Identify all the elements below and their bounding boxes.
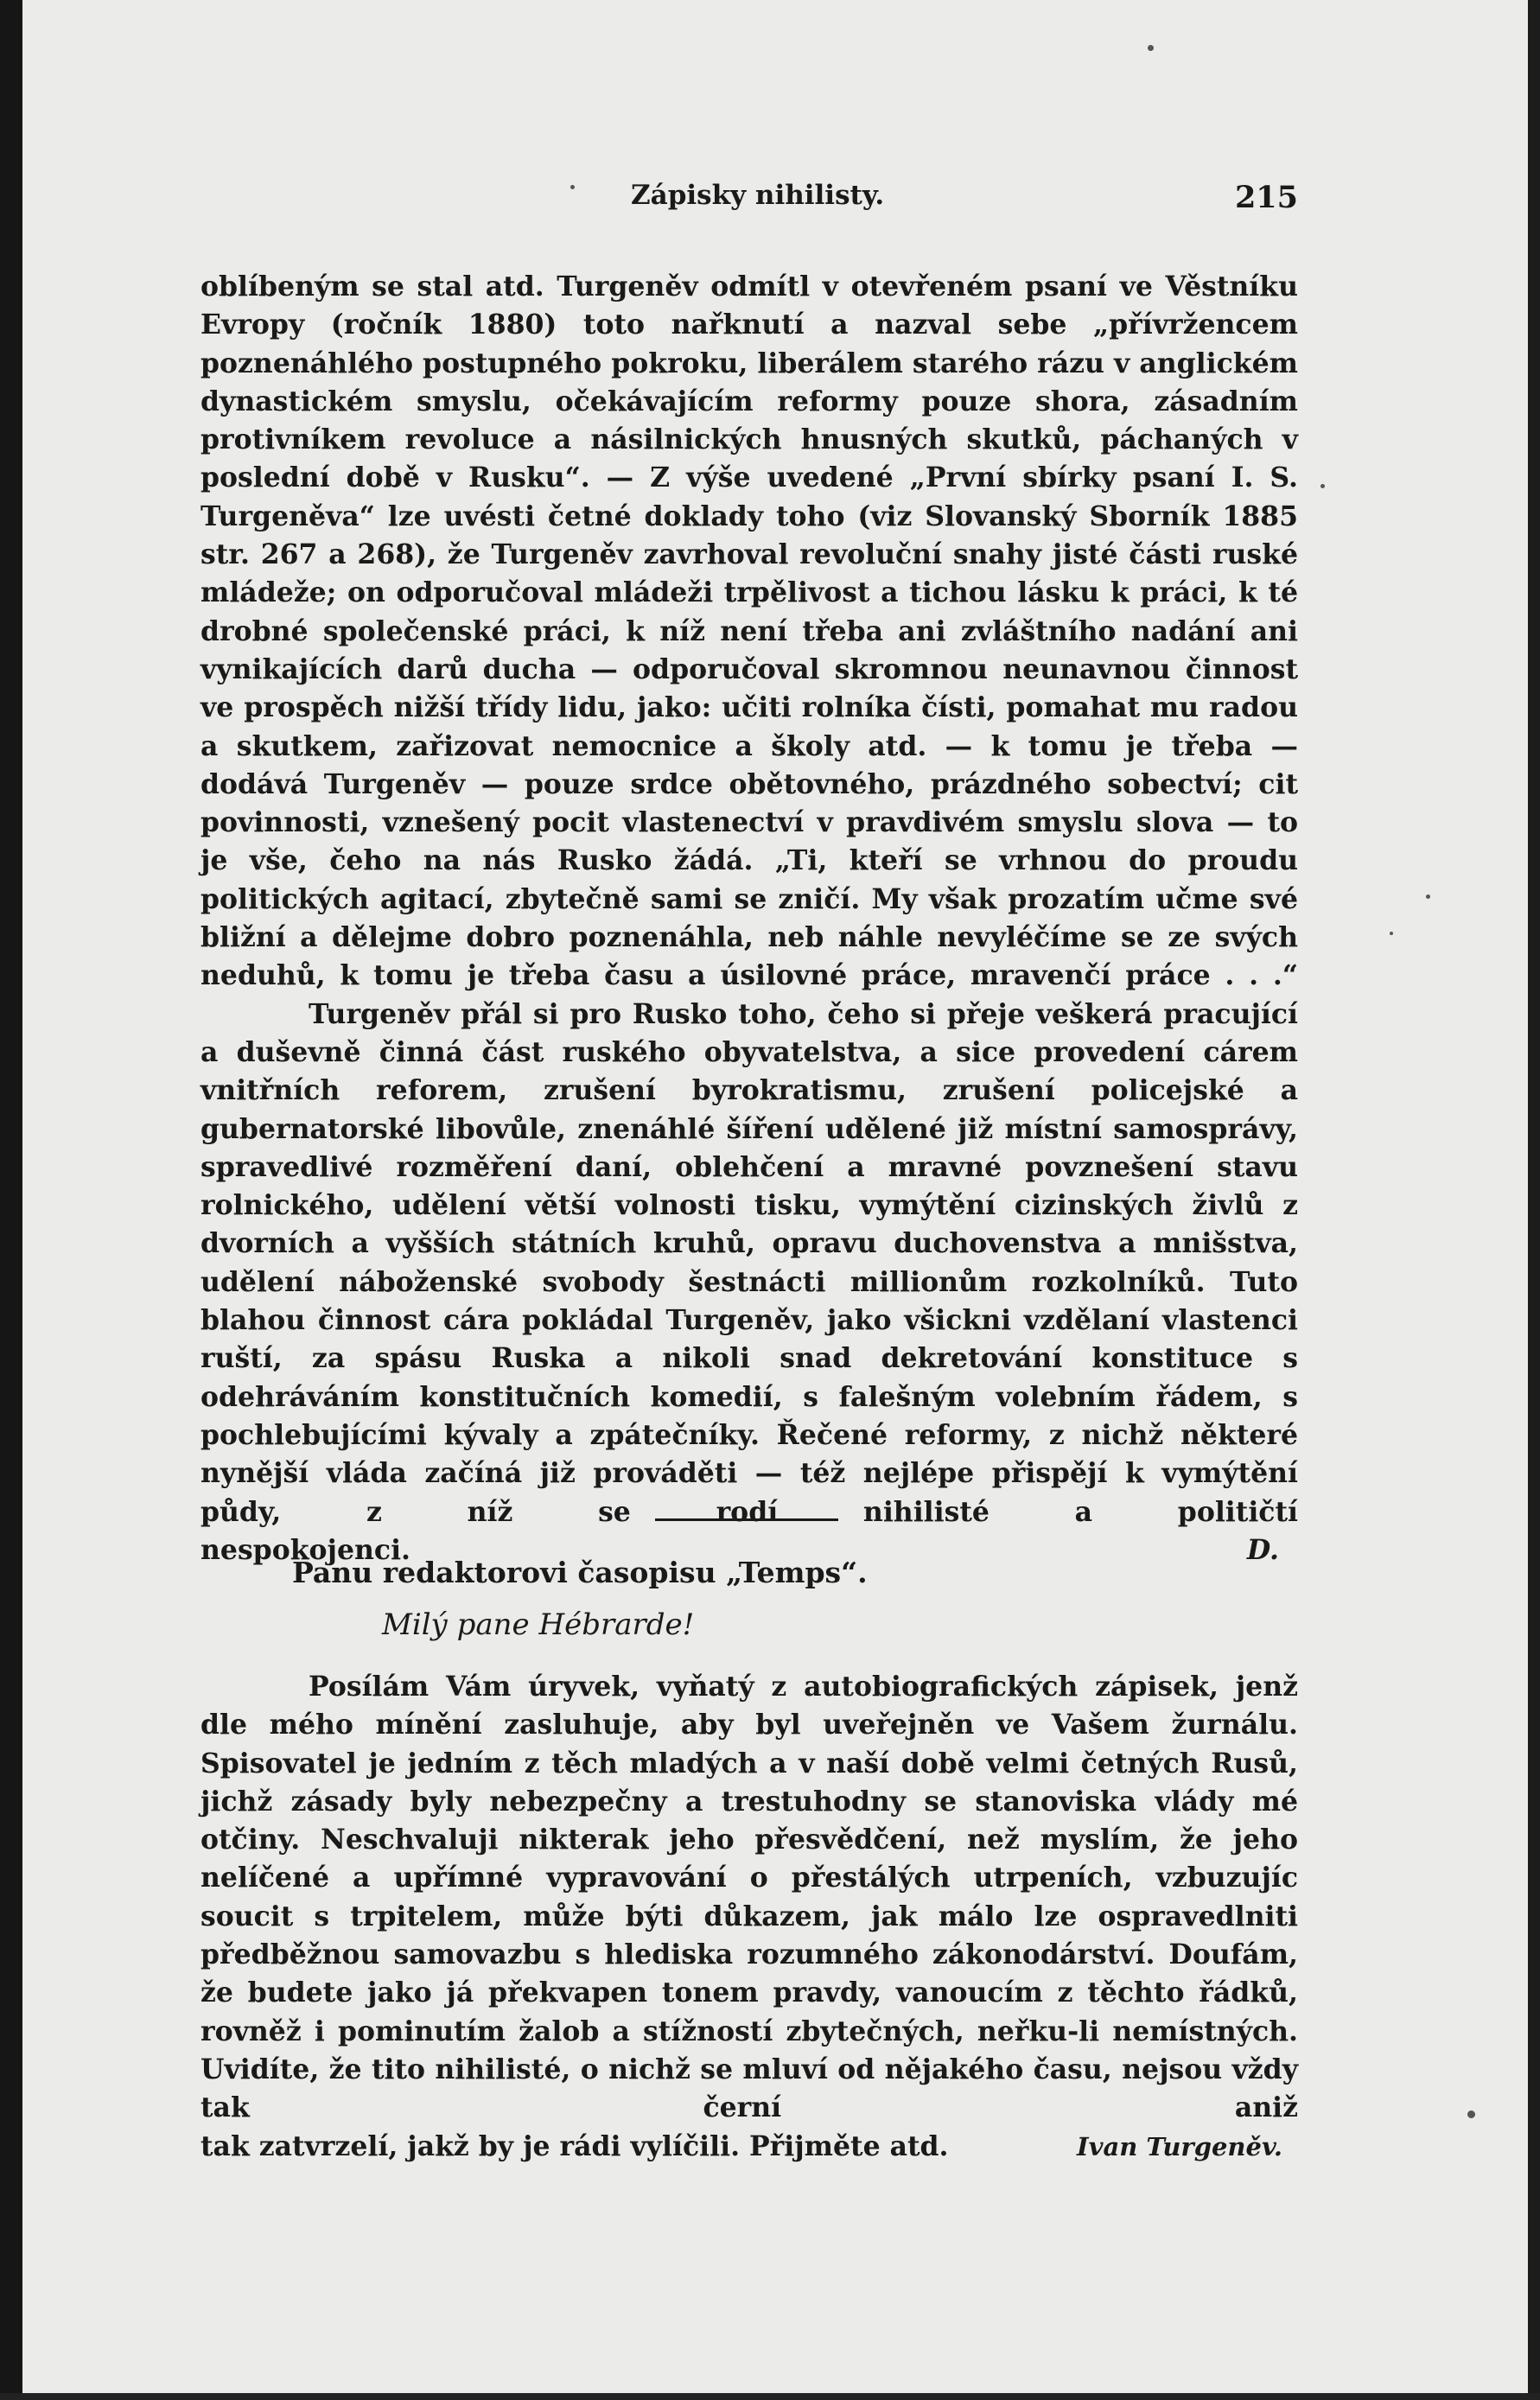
section-nihilist-notes-text (200, 268, 1298, 1569)
scan-edge-bottom (0, 2393, 1540, 2400)
scan-speck (1426, 894, 1430, 899)
scan-speck (1320, 484, 1325, 488)
closing-word: nespokojenci. (200, 1533, 411, 1566)
paragraph-turgenev-letter: oblíbeným se stal atd. Turgeněv odmítl v otevřeném psaní ve Věstníku Evropy (ročník 1880) toto nařknutí a nazval sebe „přívržencem poznenáhlého postupného pokroku, liberálem starého rázu v anglickém dynastickém smyslu, očekávajícím reformy pouze shora, zásadním protivníkem revoluce a násilnických hnusných skutků, páchaných v poslední době v Rusku“. — Z výše uvedené „První sbírky psaní I. S. Turgeněva“ lze uvésti četné doklady toho (viz Slovanský Sborník 1885 str. 267 a 268), že Turgeněv zavrhoval revoluční snahy jisté části ruské mládeže; on odporučoval mládeži trpělivost a tichou lásku k práci, k té drobné společenské práci, k níž není třeba ani zvláštního nadání ani vynikajících darů ducha — odporučoval skromnou neunavnou činnost ve prospěch nižší třídy lidu, jako: učiti rolníka čísti, pomahat mu radou a skutkem, zařizovat nemocnice a školy atd. — k tomu je třeba — dodává Turgeněv — pouze srdce obětovného, prázdného sobectví; cit povinnosti, vznešený pocit vlastenectví v pravdivém smyslu slova — to je vše, čeho na nás Rusko žádá. „Ti, kteří se vrhnou do proudu politických agitací, zbytečně sami se zničí. My však prozatím učme své bližní a dělejme dobro poznenáhla, neb náhle nevyléčíme se ze svých neduhů, k tomu je třeba času a úsilovné práce, mravenčí práce . . .“ (200, 271, 1298, 992)
scan-edge-left (0, 0, 22, 2400)
letter-body-text (200, 1668, 1298, 2166)
running-title: Zápisky nihilisty. (631, 180, 885, 211)
paragraph-turgenev-reforms: Turgeněv přál si pro Rusko toho, čeho si přeje veškerá pracující a duševně činná část ruského obyvatelstva, a sice provedení cárem vnitřních reforem, zrušení byrokratismu, zrušení policejské a gubernatorské libovůle, znenáhlé šíření udělené již místní samosprávy, spravedlivé rozměření daní, oblehčení a mravné povznešení stavu rolnického, udělení větší volnosti tisku, vymýtění cizinských živlů z dvorních a vyšších státních kruhů, opravu duchovenstva a mnišstva, udělení náboženské svobody šestnácti millionům rozkolníků. Tuto blahou činnost cára pokládal Turgeněv, jako všickni vzdělaní vlastenci ruští, za spásu Ruska a nikoli snad dekretování konstituce s odehráváním konstitučních komedií, s falešným volebním řádem, s pochlebujícími kývaly a zpátečníky. Řečené reformy, z nichž některé nynější vláda začíná již prováděti — též nejlépe přispějí k vymýtění půdy, z níž se rodí nihilisté a političtí (200, 997, 1298, 1528)
running-header (200, 180, 1298, 225)
letter-salutation: Milý pane Hébrarde! (382, 1607, 695, 1642)
scan-speck (570, 185, 575, 189)
page-number: 215 (1234, 180, 1298, 215)
letter-closing-line (200, 2128, 1298, 2166)
letter-addressee: Panu redaktorovi časopisu „Temps“. (292, 1556, 868, 1589)
section-divider (655, 1518, 838, 1521)
scan-speck (1390, 932, 1393, 935)
scan-speck (1148, 45, 1154, 51)
letter-signature: Ivan Turgeněv. (1077, 2131, 1282, 2161)
scan-edge-right (1528, 0, 1540, 2400)
scan-speck (1467, 2110, 1475, 2118)
letter-closing-sentence: tak zatvrzelí, jakž by je rádi vylíčili. Přijměte atd. (200, 2129, 949, 2162)
letter-body-paragraph: Posílám Vám úryvek, vyňatý z autobiografických zápisek, jenž dle mého mínění zasluhuje, aby byl uveřejněn ve Vašem žurnálu. Spisovatel je jedním z těch mladých a v naší době velmi četných Rusů, jichž zásady byly nebezpečny a trestuhodny se stanoviska vlády mé otčiny. Neschvaluji nikterak jeho přesvědčení, než myslím, že jeho nelíčené a upřímné vypravování o přestálých utrpeních, vzbuzujíc soucit s trpitelem, může býti důkazem, jak málo lze ospravedlniti předběžnou samovazbu s hlediska rozumného zákonodárství. Doufám, že budete jako já překvapen tonem pravdy, vanoucím z těchto řádků, rovněž i pominutím žalob a stížností zbytečných, neřku-li nemístných. Uvidíte, že tito nihilisté, o nichž se mluví od nějakého času, nejsou vždy tak černí aniž (200, 1671, 1298, 2124)
section-signature: D. (1246, 1533, 1279, 1566)
